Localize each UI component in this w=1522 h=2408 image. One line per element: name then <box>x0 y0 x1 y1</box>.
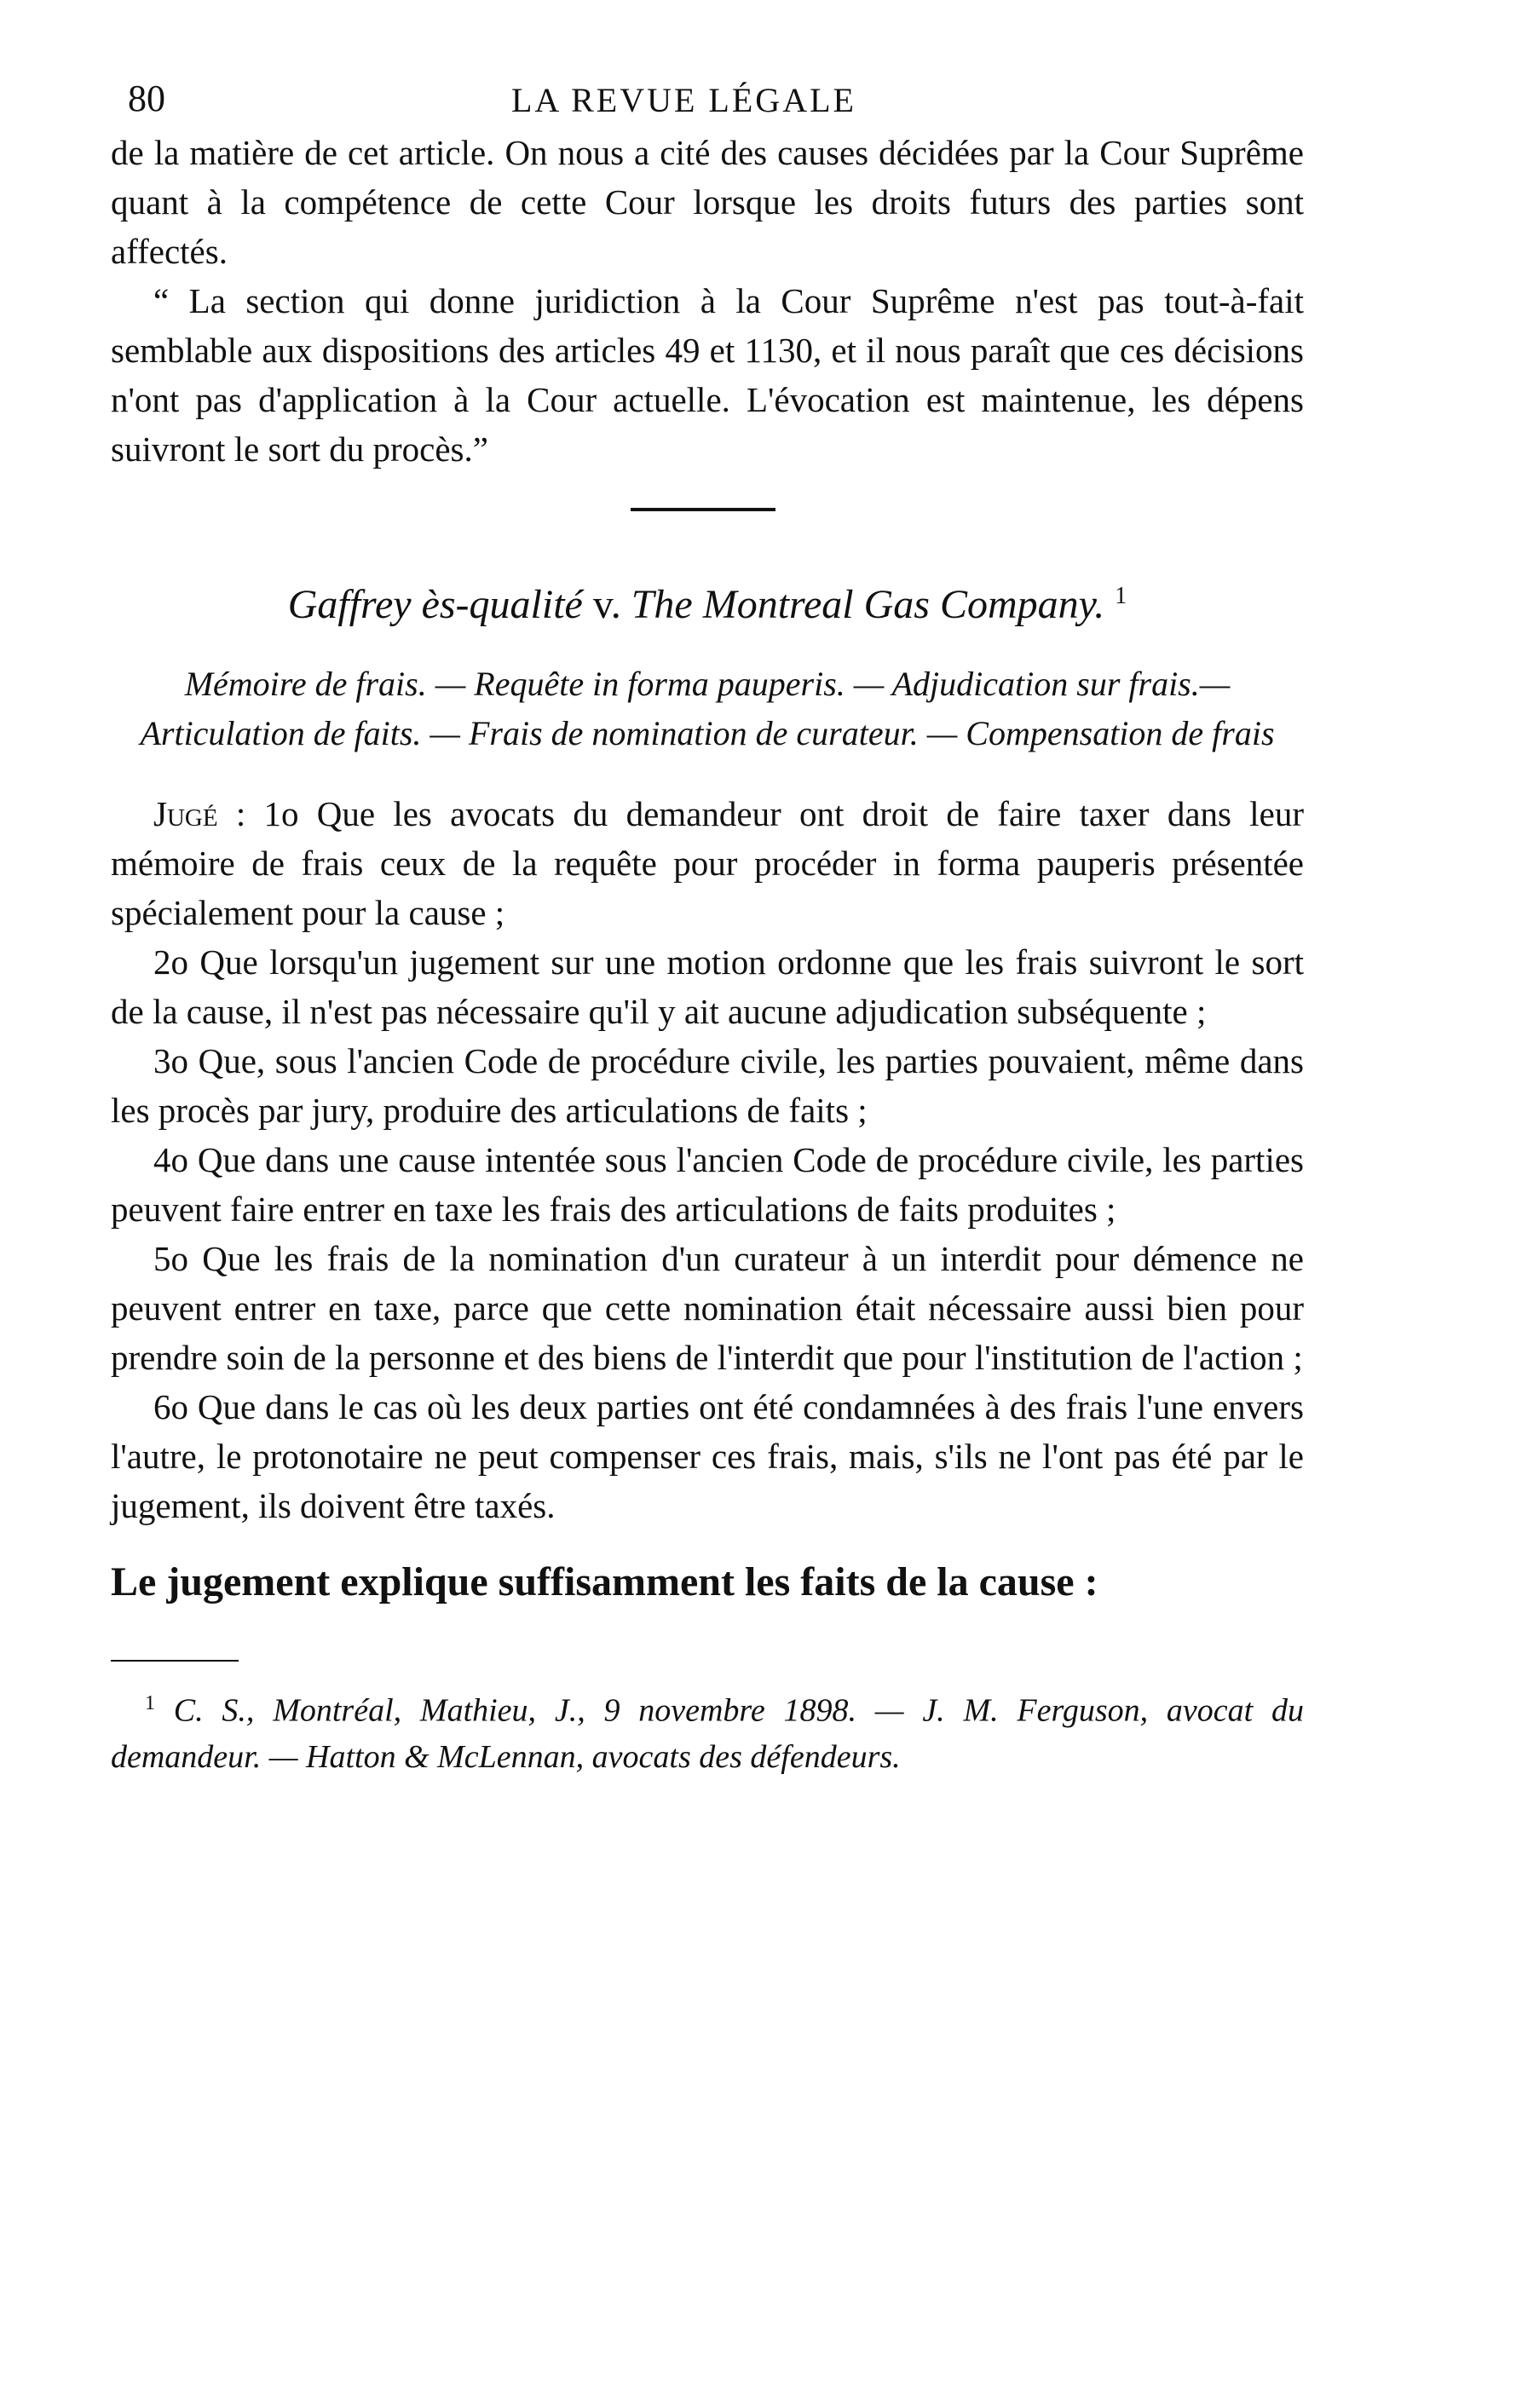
continuation-paragraph-2: “ La section qui donne juridiction à la Cour Suprême n'est pas tout-à-fait semblable aux dispositions des articles 49 et 1130, et il nous paraît que ces décisions n'ont pas d'application à la Cour actuelle. L'évocation est maintenue, les dépens suivront le sort du procès.” <box>111 281 1304 469</box>
footnote-text: C. S., Montréal, Mathieu, J., 9 novembre 1898. — J. M. Ferguson, avocat du demandeur. — Hatton & McLennan, avocats des défendeurs. <box>111 1692 1305 1775</box>
holding-1-text: 1o Que les avocats du demandeur ont droit de faire taxer dans leur mémoire de frais ceux de la requête pour procéder in forma pauperis présentée spécialement pour la cause ; <box>111 794 1305 932</box>
footnote-mark: 1 <box>145 1692 155 1714</box>
page-number: 80 <box>128 78 165 119</box>
holdings <box>111 789 1304 1530</box>
holding-6: 6o Que dans le cas où les deux parties ont été condamnées à des frais l'une envers l'autre, le protonotaire ne peut compenser ces frais, mais, s'ils ne l'ont pas été par le jugement, ils doivent être taxés. <box>111 1387 1304 1525</box>
case-title <box>111 571 1304 631</box>
case-versus: v. <box>592 582 621 627</box>
holding-1 <box>111 789 1304 937</box>
case-party-plaintiff: Gaffrey ès-qualité <box>287 582 583 627</box>
holding-5: 5o Que les frais de la nomination d'un curateur à un interdit pour démence ne peuvent entrer en taxe, parce que cette nomination était nécessaire aussi bien pour prendre soin de la personne et des biens de l'interdit que pour l'institution de l'action ; <box>111 1239 1304 1377</box>
footnote-divider <box>111 1660 239 1662</box>
case-headnote: Mémoire de frais. — Requête in forma pauperis. — Adjudication sur frais.—Articulation de faits. — Frais de nomination de curateur. — Compensation de frais <box>140 665 1275 752</box>
holding-2: 2o Que lorsqu'un jugement sur une motion ordonne que les frais suivront le sort de la cause, il n'est pas nécessaire qu'il y ait aucune adjudication subséquente ; <box>111 942 1304 1031</box>
juge-label: Jugé : <box>153 794 246 833</box>
case-footnote-mark: 1 <box>1115 583 1127 609</box>
journal-title: LA REVUE LÉGALE <box>511 81 856 119</box>
holding-3: 3o Que, sous l'ancien Code de procédure civile, les parties pouvaient, même dans les procès par jury, produire des articulations de faits ; <box>111 1041 1304 1130</box>
case-party-defendant: The Montreal Gas Company. <box>631 582 1105 627</box>
section-divider <box>631 508 775 511</box>
running-head <box>111 77 1304 128</box>
continuation-paragraph-1: de la matière de cet article. On nous a cité des causes décidées par la Cour Suprême quant à la compétence de cette Cour lorsque les droits futurs des parties sont affectés. <box>111 133 1304 271</box>
judgment-intro: Le jugement explique suffisamment les faits de la cause : <box>111 1559 1098 1604</box>
footnote <box>111 1680 1304 1780</box>
document-page <box>111 77 1304 1780</box>
holding-4: 4o Que dans une cause intentée sous l'ancien Code de procédure civile, les parties peuvent faire entrer en taxe les frais des articulations de faits produites ; <box>111 1140 1304 1229</box>
